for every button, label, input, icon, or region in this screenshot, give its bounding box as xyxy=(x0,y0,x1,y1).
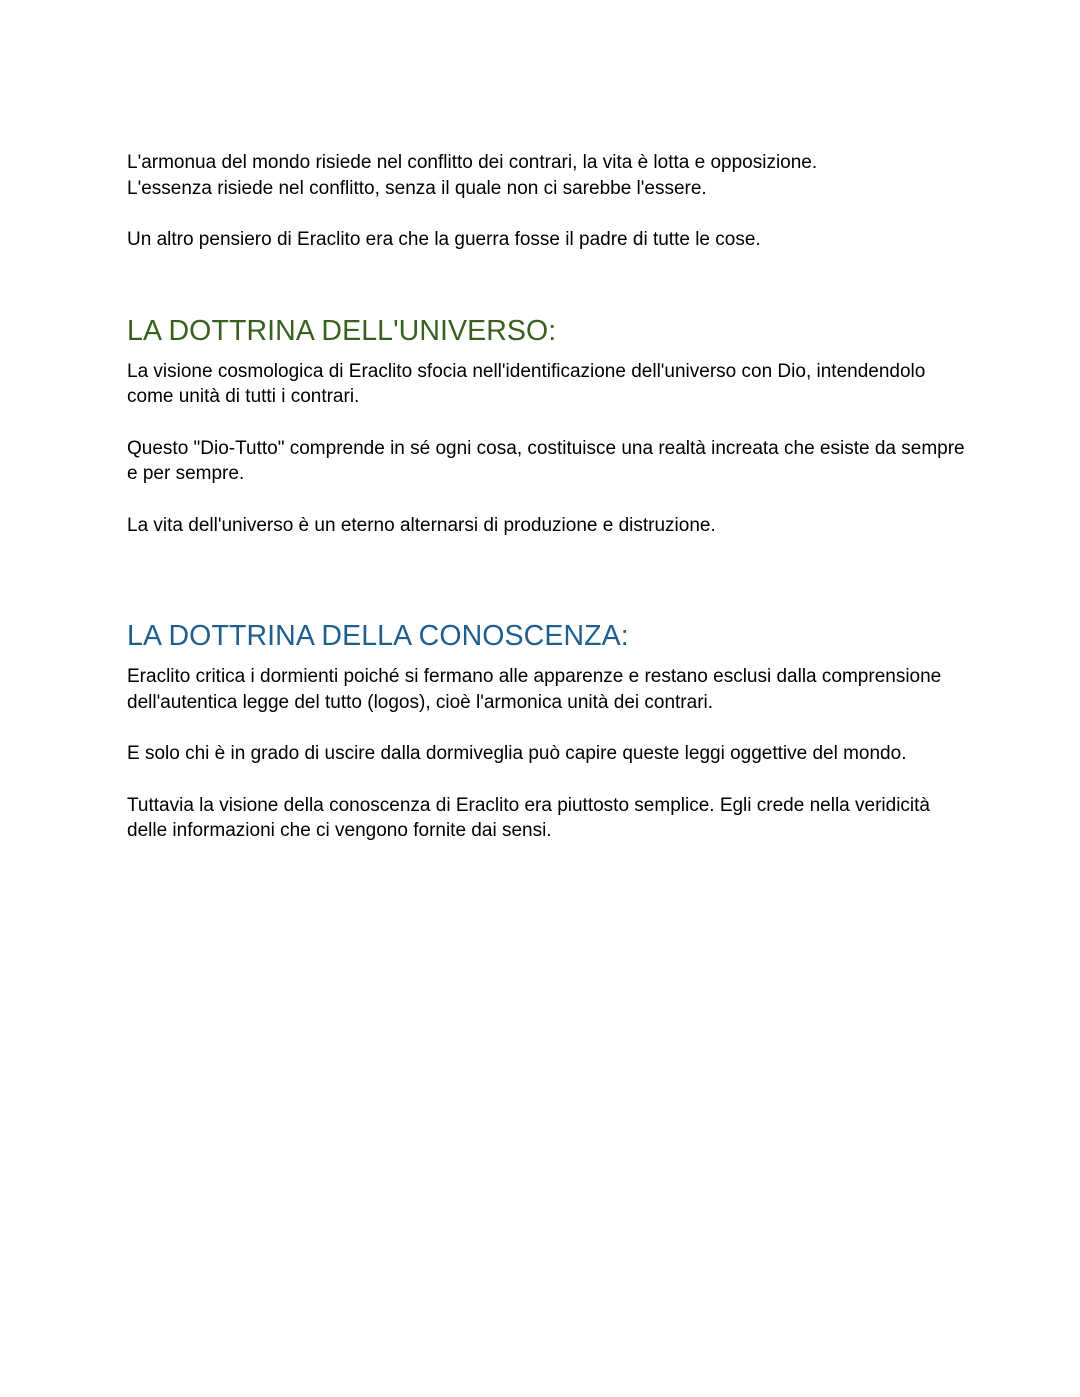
section-heading-conoscenza: LA DOTTRINA DELLA CONOSCENZA: xyxy=(127,620,629,652)
intro-line-2: L'essenza risiede nel conflitto, senza il quale non ci sarebbe l'essere. xyxy=(127,177,707,199)
document-page xyxy=(127,150,967,844)
intro-paragraph xyxy=(127,150,967,201)
universo-paragraph-2: Questo "Dio-Tutto" comprende in sé ogni cosa, costituisce una realtà increata che esiste da sempre e per sempre. xyxy=(127,437,965,484)
intro-paragraph-2: Un altro pensiero di Eraclito era che la guerra fosse il padre di tutte le cose. xyxy=(127,229,761,250)
conoscenza-paragraph-3: Tuttavia la visione della conoscenza di Eraclito era piuttosto semplice. Egli crede nella veridicità delle informazioni che ci vengono fornite dai sensi. xyxy=(127,794,930,841)
conoscenza-paragraph-1: Eraclito critica i dormienti poiché si fermano alle apparenze e restano esclusi dalla comprensione dell'autentica legge del tutto (logos), cioè l'armonica unità dei contrari. xyxy=(127,666,942,713)
universo-paragraph-1: La visione cosmologica di Eraclito sfocia nell'identificazione dell'universo con Dio, intendendolo come unità di tutti i contrari. xyxy=(127,360,926,407)
section-heading-universo: LA DOTTRINA DELL'UNIVERSO: xyxy=(127,314,557,347)
intro-line-1: L'armonua del mondo risiede nel conflitto dei contrari, la vita è lotta e opposizione. xyxy=(127,152,818,173)
universo-paragraph-3: La vita dell'universo è un eterno alternarsi di produzione e distruzione. xyxy=(127,514,716,536)
conoscenza-paragraph-2: E solo chi è in grado di uscire dalla dormiveglia può capire queste leggi oggettive del mondo. xyxy=(127,743,907,764)
